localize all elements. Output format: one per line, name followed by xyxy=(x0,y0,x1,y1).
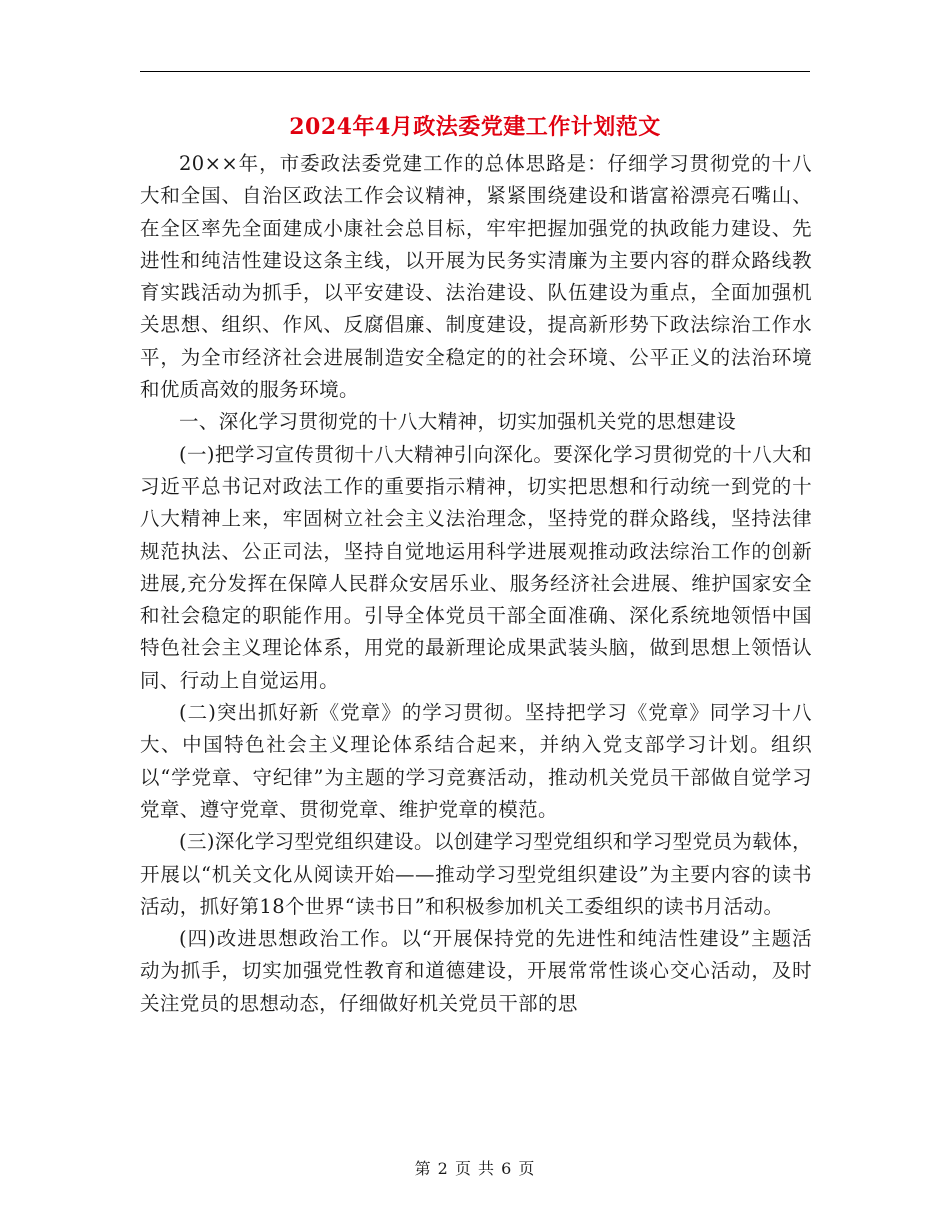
paragraph-item-4: (四)改进思想政治工作。以“开展保持党的先进性和纯洁性建设”主题活动为抓手，切实加强党性教育和道德建设，开展常常性谈心交心活动，及时关注党员的思想动态，仔细做好机关党员干部的思 xyxy=(140,927,812,1015)
paragraph-intro: 20××年，市委政法委党建工作的总体思路是：仔细学习贯彻党的十八大和全国、自治区政法工作会议精神，紧紧围绕建设和谐富裕漂亮石嘴山、在全区率先全面建成小康社会总目标，牢牢把握加强党的执政能力建设、先进性和纯洁性建设这条主线，以开展为民务实清廉为主要内容的群众路线教育实践活动为抓手，以平安建设、法治建设、队伍建设为重点，全面加强机关思想、组织、作风、反腐倡廉、制度建设，提高新形势下政法综治工作水平，为全市经济社会进展制造安全稳定的的社会环境、公平正义的法治环境和优质高效的服务环境。 xyxy=(140,152,812,402)
section-heading-1: 一、深化学习贯彻党的十八大精神，切实加强机关党的思想建设 xyxy=(179,410,737,434)
paragraph-item-1: (一)把学习宣传贯彻十八大精神引向深化。要深化学习贯彻党的十八大和习近平总书记对政法工作的重要指示精神，切实把思想和行动统一到党的十八大精神上来，牢固树立社会主义法治理念，坚持党的群众路线，坚持法律规范执法、公正司法，坚持自觉地运用科学进展观推动政法综治工作的创新进展,充分发挥在保障人民群众安居乐业、服务经济社会进展、维护国家安全和社会稳定的职能作用。引导全体党员干部全面准确、深化系统地领悟中国特色社会主义理论体系，用党的最新理论成果武装头脑，做到思想上领悟认同、行动上自觉运用。 xyxy=(140,442,812,692)
paragraph-item-2: (二)突出抓好新《党章》的学习贯彻。坚持把学习《党章》同学习十八大、中国特色社会主义理论体系结合起来，并纳入党支部学习计划。组织以“学党章、守纪律”为主题的学习竞赛活动，推动机关党员干部做自觉学习党章、遵守党章、贯彻党章、维护党章的模范。 xyxy=(140,701,812,821)
paragraph-item-3: (三)深化学习型党组织建设。以创建学习型党组织和学习型党员为载体，开展以“机关文化从阅读开始——推动学习型党组织建设”为主要内容的读书活动，抓好第18个世界“读书日”和积极参加机关工委组织的读书月活动。 xyxy=(140,830,812,918)
document-body xyxy=(140,148,812,1020)
header-rule xyxy=(140,71,810,72)
page-number: 第 2 页 共 6 页 xyxy=(414,1159,536,1178)
document-title: 2024年4月政法委党建工作计划范文 xyxy=(289,114,661,140)
